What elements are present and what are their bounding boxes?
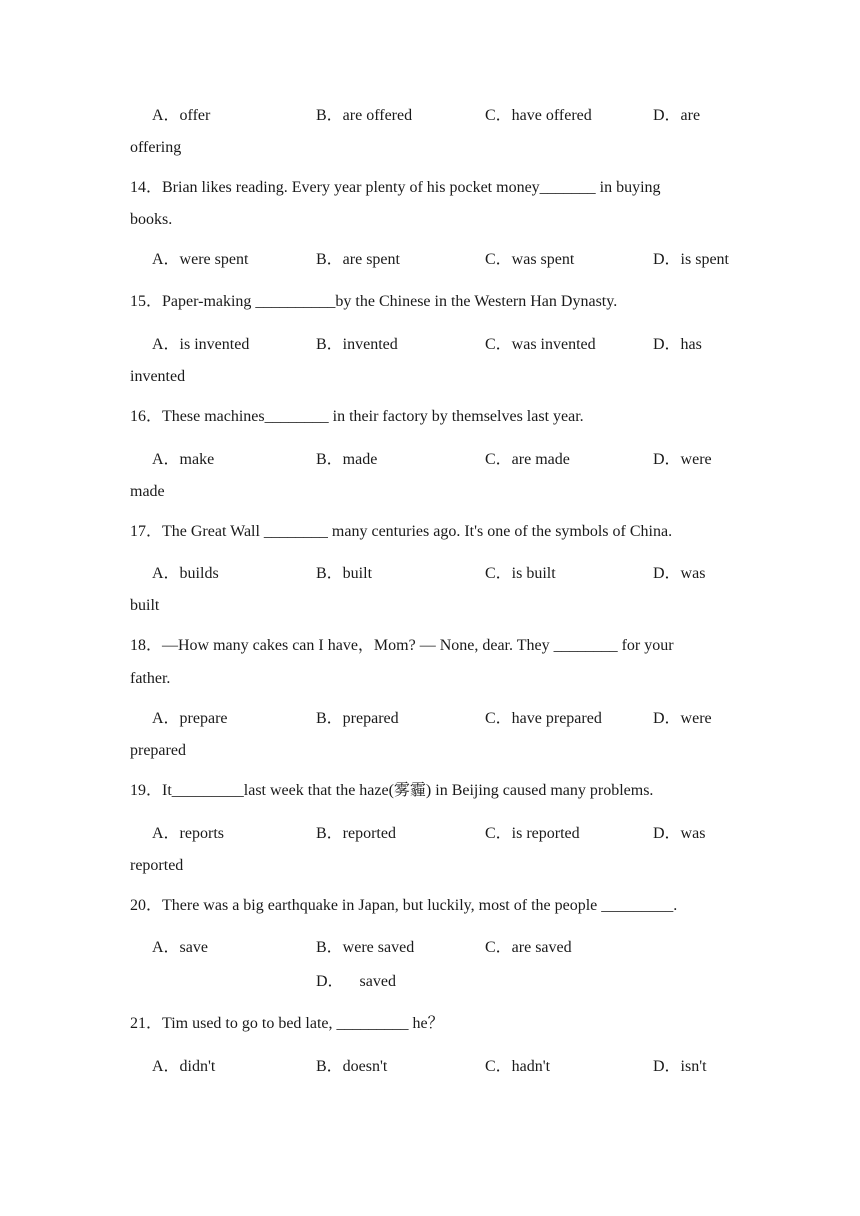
q18-option-a: A．prepare bbox=[152, 710, 228, 727]
q13-option-c: C．have offered bbox=[485, 107, 592, 124]
q19-option-d: D．was bbox=[653, 825, 706, 842]
q18-option-wrap: prepared bbox=[130, 742, 186, 759]
q18-option-c: C．have prepared bbox=[485, 710, 602, 727]
q20-option-d: D． saved bbox=[316, 973, 396, 990]
q20-stem: 20．There was a big earthquake in Japan, but luckily, most of the people _________. bbox=[130, 897, 678, 914]
q21-option-d: D．isn't bbox=[653, 1058, 707, 1075]
q19-option-c: C．is reported bbox=[485, 825, 580, 842]
q17-option-wrap: built bbox=[130, 597, 160, 614]
q15-option-d: D．has bbox=[653, 336, 702, 353]
q18-option-b: B．prepared bbox=[316, 710, 399, 727]
q17-stem: 17．The Great Wall ________ many centuries ago. It's one of the symbols of China. bbox=[130, 523, 673, 540]
q19-option-a: A．reports bbox=[152, 825, 224, 842]
q14-option-a: A．were spent bbox=[152, 251, 249, 268]
q21-option-b: B．doesn't bbox=[316, 1058, 388, 1075]
q16-option-b: B．made bbox=[316, 451, 378, 468]
q13-option-wrap: offering bbox=[130, 139, 182, 156]
q18-option-d: D．were bbox=[653, 710, 712, 727]
q13-option-b: B．are offered bbox=[316, 107, 413, 124]
q21-stem: 21．Tim used to go to bed late, _________ he？ bbox=[130, 1015, 444, 1032]
q20-option-b: B．were saved bbox=[316, 939, 415, 956]
q19-option-wrap: reported bbox=[130, 857, 184, 874]
q16-stem: 16．These machines________ in their factory by themselves last year. bbox=[130, 408, 584, 425]
q21-option-a: A．didn't bbox=[152, 1058, 216, 1075]
q16-option-a: A．make bbox=[152, 451, 215, 468]
q16-option-wrap: made bbox=[130, 483, 165, 500]
q15-option-b: B．invented bbox=[316, 336, 398, 353]
q16-option-c: C．are made bbox=[485, 451, 570, 468]
q17-option-c: C．is built bbox=[485, 565, 556, 582]
q15-stem: 15．Paper-making __________by the Chinese in the Western Han Dynasty. bbox=[130, 293, 618, 310]
q17-option-b: B．built bbox=[316, 565, 373, 582]
q19-option-b: B．reported bbox=[316, 825, 396, 842]
q15-option-wrap: invented bbox=[130, 368, 186, 385]
q17-option-a: A．builds bbox=[152, 565, 219, 582]
q19-stem: 19．It_________last week that the haze(雾霾) in Beijing caused many problems. bbox=[130, 782, 654, 799]
q18-stem-wrap: father. bbox=[130, 670, 171, 687]
q15-option-a: A．is invented bbox=[152, 336, 250, 353]
q14-option-c: C．was spent bbox=[485, 251, 575, 268]
q14-option-d: D．is spent bbox=[653, 251, 730, 268]
q15-option-c: C．was invented bbox=[485, 336, 596, 353]
q16-option-d: D．were bbox=[653, 451, 712, 468]
q13-option-a: A．offer bbox=[152, 107, 211, 124]
q14-stem: 14．Brian likes reading. Every year plenty of his pocket money_______ in buying bbox=[130, 179, 661, 196]
q20-option-c: C．are saved bbox=[485, 939, 572, 956]
q21-option-c: C．hadn't bbox=[485, 1058, 551, 1075]
q18-stem: 18．—How many cakes can I have，Mom? — None, dear. They ________ for your bbox=[130, 637, 674, 654]
q20-option-a: A．save bbox=[152, 939, 208, 956]
q14-option-b: B．are spent bbox=[316, 251, 400, 268]
q13-option-d: D．are bbox=[653, 107, 701, 124]
q17-option-d: D．was bbox=[653, 565, 706, 582]
q14-stem-wrap: books. bbox=[130, 211, 173, 228]
